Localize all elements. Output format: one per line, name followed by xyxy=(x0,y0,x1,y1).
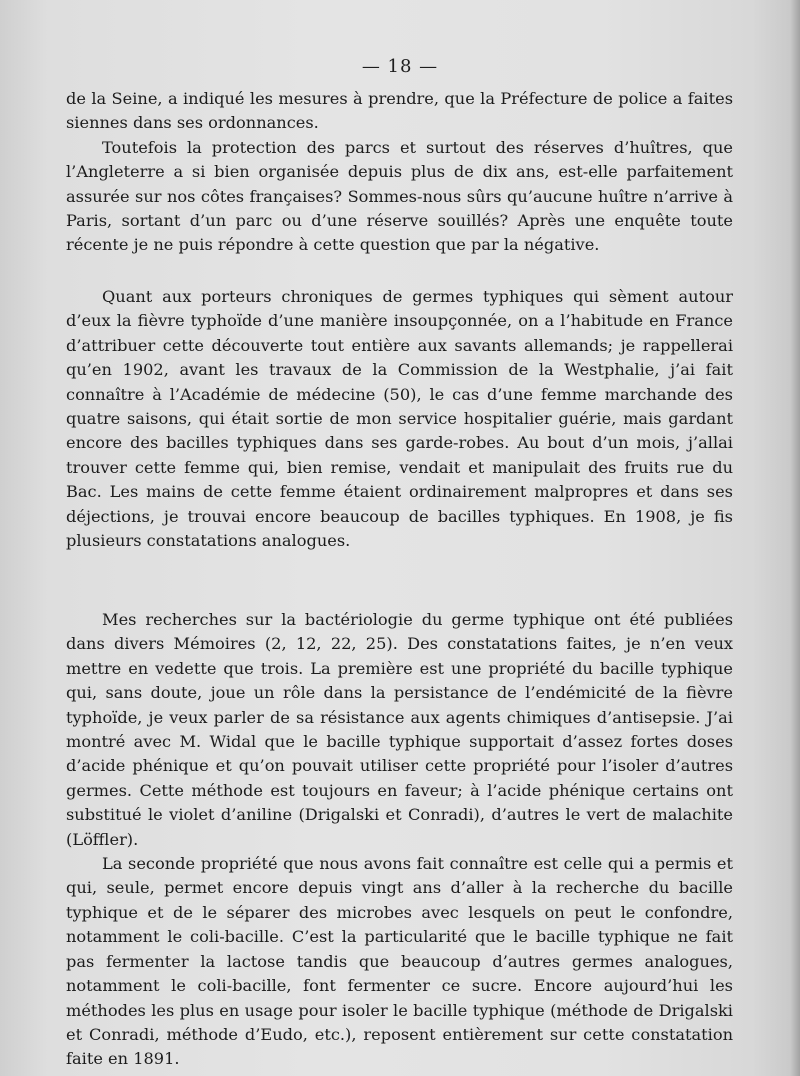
text-block-middle xyxy=(66,285,733,553)
paragraph-continuation: de la Seine, a indiqué les mesures à prendre, que la Préfecture de police a faites siennes dans ses ordonnances. xyxy=(66,89,733,133)
page-number: — 18 — xyxy=(361,56,439,77)
text-block-top xyxy=(66,87,733,258)
paragraph-research-resistance: Mes recherches sur la bactériologie du germe typhique ont été publiées dans divers Mémoires (2, 12, 22, 25). Des constatations faites, je n’en veux mettre en vedette que trois. La première est une propriété du bacille typhique qui, sans doute, joue un rôle dans la persistance de l’endémicité de la fièvre typhoïde, je veux parler de sa résistance aux agents chimiques d’antisepsie. J’ai montré avec M. Widal que le bacille typhique supportait d’assez fortes doses d’acide phénique et qu’on pouvait utiliser cette propriété pour l’isoler d’autres germes. Cette méthode est toujours en faveur; à l’acide phénique certains ont substitué le violet d’aniline (Drigalski et Conradi), d’autres le vert de malachite (Löffler). xyxy=(66,610,733,849)
paragraph-oyster-protection: Toutefois la protection des parcs et surtout des réserves d’huîtres, que l’Angleterre a si bien organisée depuis plus de dix ans, est-elle parfaitement assurée sur nos côtes françaises? Sommes-nous sûrs qu’aucune huître n’arrive à Paris, sortant d’un parc ou d’une réserve souillés? Après une enquête toute récente je ne puis répondre à cette question que par la négative. xyxy=(66,137,733,255)
paragraph-chronic-carriers: Quant aux porteurs chroniques de germes typhiques qui sèment autour d’eux la fièvre typhoïde d’une manière insoupçonnée, on a l’habitude en France d’attribuer cette découverte tout entière aux savants allemands; je rappellerai qu’en 1902, avant les travaux de la Commission de la Westphalie, j’ai fait connaître à l’Académie de médecine (50), le cas d’une femme marchande des quatre saisons, qui était sortie de mon service hospitalier guérie, mais gardant encore des bacilles typhiques dans ses garde-robes. Au bout d’un mois, j’allai trouver cette femme qui, bien remise, vendait et manipulait des fruits rue du Bac. Les mains de cette femme étaient ordinairement malpropres et dans ses déjections, je trouvai encore beaucoup de bacilles typhiques. En 1908, je fis plusieurs constatations analogues. xyxy=(66,287,733,551)
text-block-bottom xyxy=(66,608,733,1072)
paragraph-lactose-property: La seconde propriété que nous avons fait connaître est celle qui a permis et qui, seule, permet encore depuis vingt ans d’aller à la recherche du bacille typhique et de le séparer des microbes avec lesquels on peut le confondre, notamment le coli-bacille. C’est la particularité que le bacille typhique ne fait pas fermenter la lactose tandis que beaucoup d’autres germes analogues, notamment le coli-bacille, font fermenter ce sucre. Encore aujourd’hui les méthodes les plus en usage pour isoler le bacille typhique (méthode de Drigalski et Conradi, méthode d’Eudo, etc.), reposent entièrement sur cette constatation faite en 1891. xyxy=(66,854,733,1069)
